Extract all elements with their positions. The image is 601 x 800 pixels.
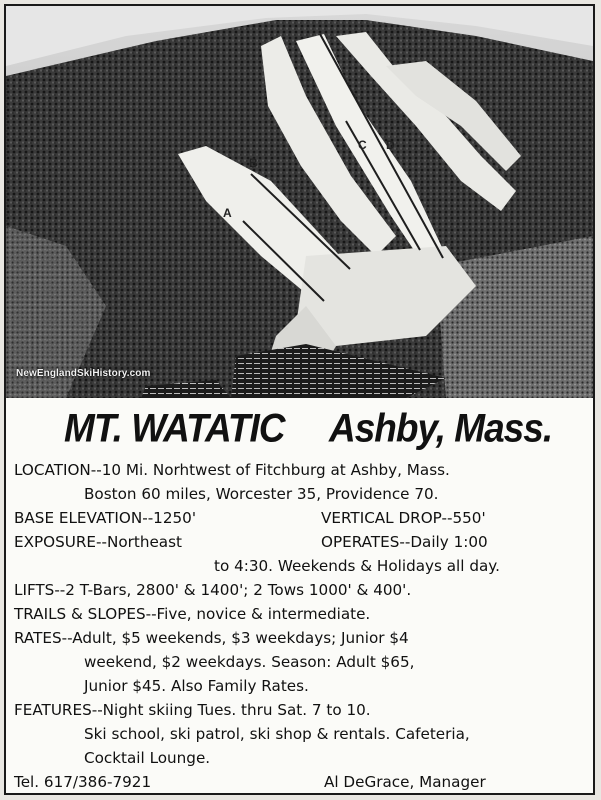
trail-label-b: B <box>249 156 258 170</box>
phone-number: Tel. 617/386-7921 <box>14 773 152 791</box>
exposure: EXPOSURE--Northeast <box>14 533 182 551</box>
manager-name: Al DeGrace, Manager <box>324 773 486 791</box>
trail-label-c: C <box>358 138 367 152</box>
location-line: LOCATION--10 Mi. Norhtwest of Fitchburg at Ashby, Mass. <box>14 461 450 479</box>
distances-line: Boston 60 miles, Worcester 35, Providence 70. <box>84 485 439 503</box>
rates-line-3: Junior $45. Also Family Rates. <box>84 677 309 695</box>
operates-continued: to 4:30. Weekends & Holidays all day. <box>214 557 500 575</box>
features-line-1: FEATURES--Night skiing Tues. thru Sat. 7 to 10. <box>14 701 371 719</box>
aerial-photo-graphic <box>6 6 593 398</box>
aerial-ski-area-photo <box>6 6 593 398</box>
features-line-2: Ski school, ski patrol, ski shop & rentals. Cafeteria, <box>84 725 470 743</box>
rates-line-2: weekend, $2 weekdays. Season: Adult $65, <box>84 653 415 671</box>
trail-label-d: D <box>386 138 395 152</box>
base-elevation: BASE ELEVATION--1250' <box>14 509 197 527</box>
features-line-3: Cocktail Lounge. <box>84 749 211 767</box>
headline <box>6 406 593 456</box>
resort-town: Ashby, Mass. <box>329 406 553 451</box>
brochure-page <box>4 4 595 795</box>
vertical-drop: VERTICAL DROP--550' <box>321 509 486 527</box>
trails-line: TRAILS & SLOPES--Five, novice & intermediate. <box>14 605 371 623</box>
rates-line-1: RATES--Adult, $5 weekends, $3 weekdays; Junior $4 <box>14 629 409 647</box>
trail-label-a: A <box>223 206 232 220</box>
resort-name: MT. WATATIC <box>64 406 285 451</box>
lifts-line: LIFTS--2 T-Bars, 2800' & 1400'; 2 Tows 1000' & 400'. <box>14 581 412 599</box>
watermark: NewEnglandSkiHistory.com <box>16 368 151 379</box>
operates: OPERATES--Daily 1:00 <box>321 533 488 551</box>
